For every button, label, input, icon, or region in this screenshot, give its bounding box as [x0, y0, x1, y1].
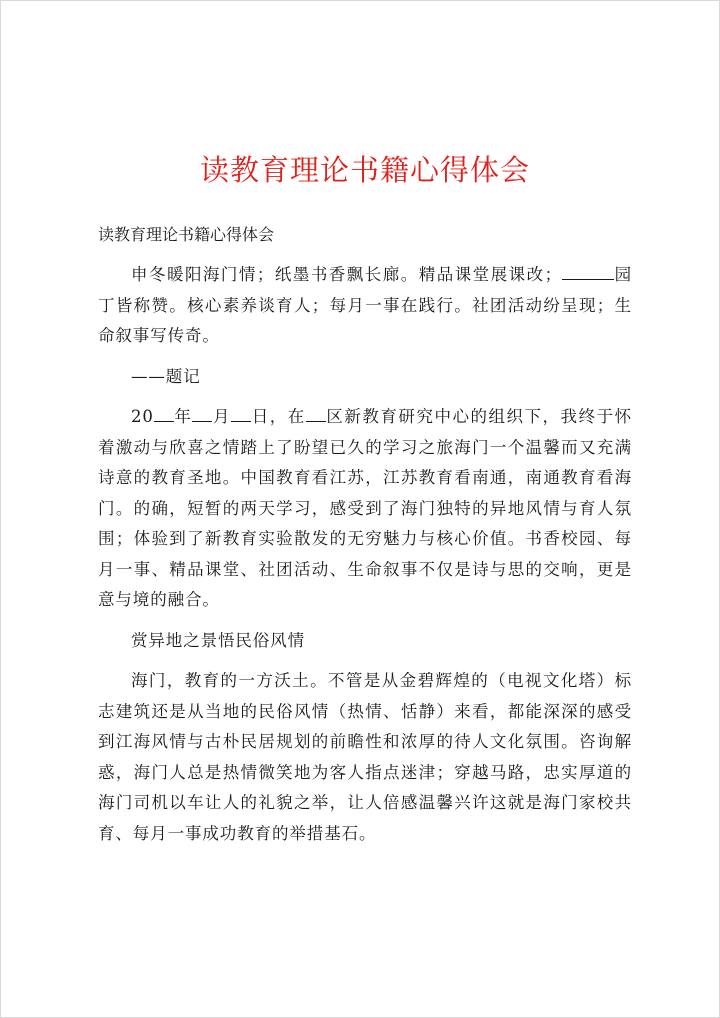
poem-part-2: 园丁皆称赞。核心素养谈育人；每月一事在践行。社团活动纷呈现；生命叙事写传奇。 — [98, 265, 632, 345]
date-month: 月 — [212, 407, 232, 426]
paragraph-intro — [98, 402, 632, 616]
paragraph-haimen: 海门，教育的一方沃土。不管是从金碧辉煌的（电视文化塔）标志建筑还是从当地的民俗风情（热情、恬静）来看，都能深深的感受到江海风情与古朴民居规划的前瞻性和浓厚的待人文化氛围。咨询解惑，海门人总是热情微笑地为客人指点迷津；穿越马路，忠实厚道的海门司机以车让人的礼貌之举，让人倍感温馨兴许这就是海门家校共育、每月一事成功教育的举措基石。 — [98, 671, 632, 843]
fill-blank — [154, 405, 174, 422]
fill-blank — [306, 405, 326, 422]
fill-blank — [192, 405, 212, 422]
poem-part-1: 申冬暖阳海门情；纸墨书香飘长廊。精品课堂展课改； — [131, 265, 563, 284]
date-prefix: 20 — [131, 407, 154, 426]
fill-blank — [231, 405, 251, 422]
fill-blank — [562, 263, 614, 280]
paragraph-intro-text: 区新教育研究中心的组织下，我终于怀着激动与欣喜之情踏上了盼望已久的学习之旅海门一个温馨而又充满诗意的教育圣地。中国教育看江苏，江苏教育看南通，南通教育看海门。的确，短暂的两天学习，感受到了海门独特的异地风情与育人氛围；体验到了新教育实验散发的无穷魅力与核心价值。书香校园、每月一事、精品课堂、社团活动、生命叙事不仅是诗与思的交响，更是意与境的融合。 — [98, 407, 633, 609]
epigraph-attribution: ——题记 — [131, 366, 201, 386]
date-year: 年 — [173, 407, 193, 426]
document-title: 读教育理论书籍心得体会 — [199, 153, 530, 187]
document-body — [98, 150, 632, 859]
epigraph-poem — [98, 260, 632, 352]
section-heading: 赏异地之景悟民俗风情 — [131, 630, 305, 650]
date-day: 日，在 — [251, 407, 306, 426]
document-subtitle: 读教育理论书籍心得体会 — [98, 225, 275, 244]
